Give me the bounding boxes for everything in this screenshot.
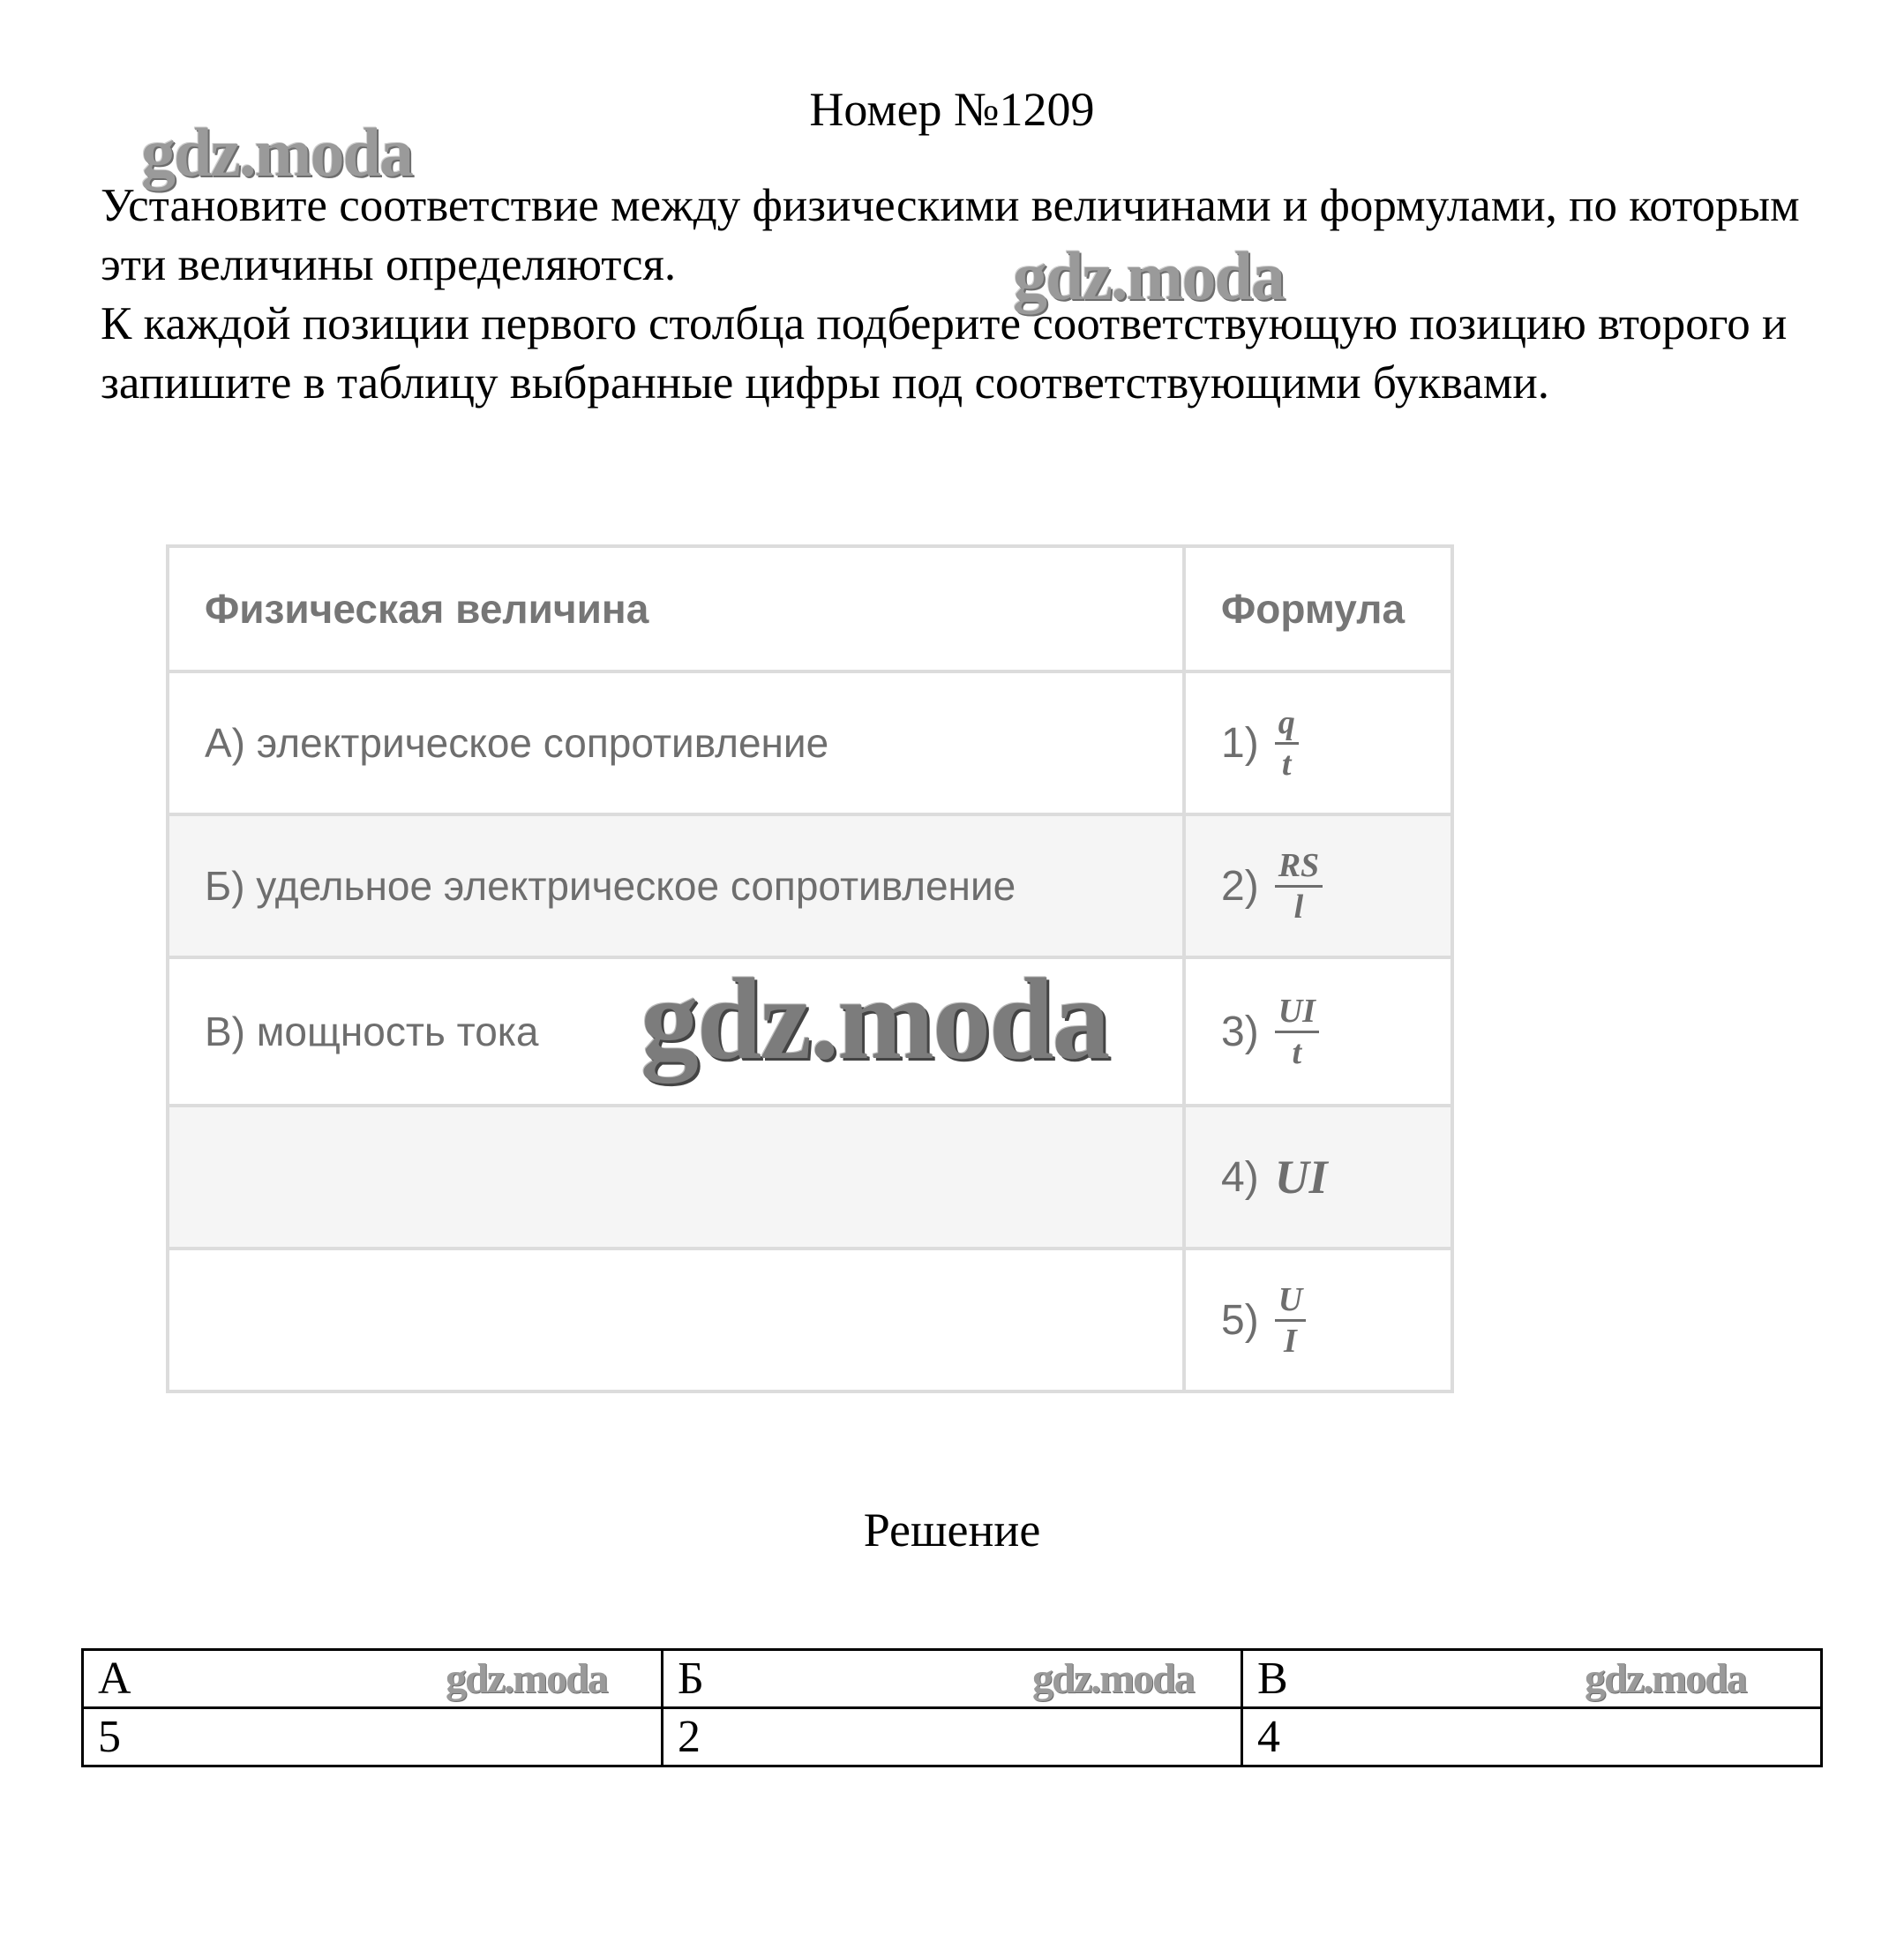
quantity-cell (168, 1249, 1184, 1391)
watermark-logo: gdz.moda (141, 114, 412, 191)
formula-expression: UI (1274, 1151, 1328, 1204)
header-quantity: Физическая величина (168, 546, 1184, 671)
table-header-row (168, 546, 1452, 671)
formula-fraction (1275, 994, 1319, 1070)
table-row (168, 957, 1452, 1106)
watermark-logo: gdz.moda (641, 954, 1109, 1084)
watermark-logo: gdz.moda (1032, 1655, 1194, 1702)
matching-table (166, 544, 1454, 1393)
table-row (168, 1249, 1452, 1391)
answer-value: 4 (1242, 1708, 1822, 1766)
formula-number: 2) (1221, 862, 1259, 910)
answer-value: 2 (663, 1708, 1242, 1766)
table-row (168, 814, 1452, 957)
formula-fraction (1275, 705, 1299, 782)
task-paragraph-2: К каждой позиции первого столбца подберите соответствующую позицию второго и запишите в таблицу выбранные цифры под соответствующими буквами. (101, 298, 1788, 409)
task-statement (101, 176, 1830, 413)
table-row (168, 1106, 1452, 1249)
answer-value: 5 (83, 1708, 663, 1766)
formula-numerator: U (1275, 1282, 1306, 1322)
formula-numerator: q (1275, 705, 1299, 745)
formula-cell (1184, 1106, 1452, 1249)
formula-cell (1184, 671, 1452, 814)
header-formula: Формула (1184, 546, 1452, 671)
solution-title: Решение (863, 1504, 1041, 1556)
formula-fraction (1275, 848, 1323, 925)
formula-cell (1184, 1249, 1452, 1391)
quantity-cell: А) электрическое сопротивление (168, 671, 1184, 814)
quantity-cell: В) мощность тока (168, 957, 1184, 1106)
quantity-cell (168, 1106, 1184, 1249)
formula-number: 1) (1221, 719, 1259, 767)
table-row (168, 671, 1452, 814)
formula-number: 4) (1221, 1153, 1259, 1201)
watermark-logo: gdz.moda (446, 1655, 607, 1702)
formula-cell (1184, 814, 1452, 957)
answer-letter: А (83, 1650, 663, 1708)
formula-denominator: t (1281, 745, 1292, 783)
formula-cell (1184, 957, 1452, 1106)
formula-fraction (1275, 1282, 1306, 1359)
answer-letters-row (83, 1650, 1822, 1708)
formula-denominator: l (1293, 888, 1304, 926)
formula-denominator: I (1284, 1322, 1297, 1360)
formula-number: 5) (1221, 1296, 1259, 1344)
answer-values-row (83, 1708, 1822, 1766)
page-title: Номер №1209 (809, 83, 1095, 136)
watermark-logo: gdz.moda (1013, 237, 1284, 314)
formula-denominator: t (1292, 1033, 1302, 1071)
formula-number: 3) (1221, 1008, 1259, 1055)
answer-table (81, 1648, 1823, 1767)
answer-letter: Б (663, 1650, 1242, 1708)
formula-numerator: RS (1275, 848, 1323, 888)
watermark-logo: gdz.moda (1585, 1655, 1746, 1702)
answer-letter: В (1242, 1650, 1822, 1708)
task-paragraph-1: Установите соответствие между физическими величинами и формулами, по которым эти величины определяются. (101, 180, 1800, 290)
quantity-cell: Б) удельное электрическое сопротивление (168, 814, 1184, 957)
formula-numerator: UI (1275, 994, 1319, 1033)
